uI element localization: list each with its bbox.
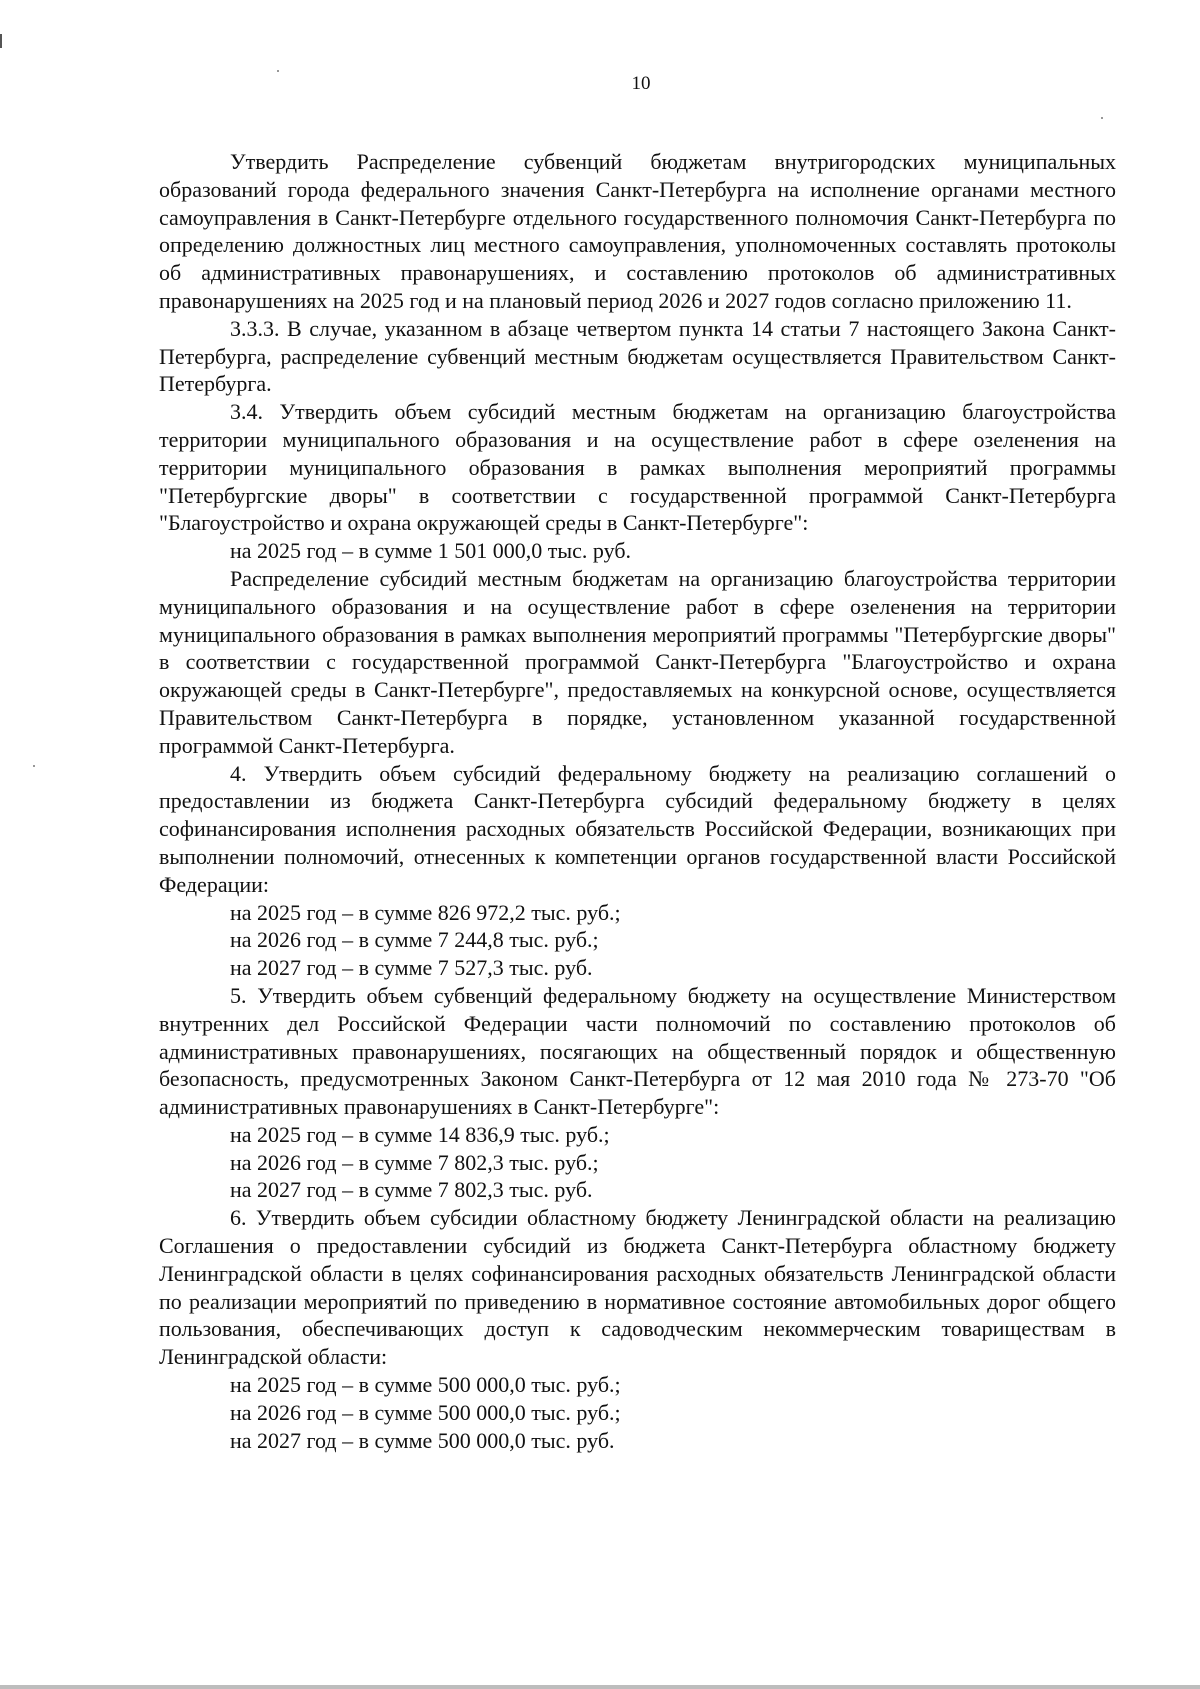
- page-number: 10: [631, 73, 651, 94]
- amount-line: на 2027 год – в сумме 7 802,3 тыс. руб.: [230, 1177, 593, 1203]
- amount-line: на 2027 год – в сумме 500 000,0 тыс. руб.: [230, 1427, 615, 1453]
- paragraph-5: 5. Утвердить объем субвенций федеральному бюджету на осуществление Министерством внутренних дел Российской Федерации части полномочий по составлению протоколов об административных правонарушениях, посягающих на общественный порядок и общественную безопасность, предусмотренных Законом Санкт-Петербурга от 12 мая 2010 года № 273-70 "Об административных правонарушениях в Санкт-Петербурге":: [159, 982, 1116, 1120]
- scan-speck: [1101, 117, 1103, 119]
- paragraph-distribution-subventions: Утвердить Распределение субвенций бюджетам внутригородских муниципальных образований города федерального значения Санкт-Петербурга на исполнение органами местного самоуправления в Санкт-Петербурге отдельного государственного полномочия Санкт-Петербурга по определению должностных лиц местного самоуправления, уполномоченных составлять протоколы об административных правонарушениях, и составлению протоколов об административных правонарушениях на 2025 год и на плановый период 2026 и 2027 годов согласно приложению 11.: [159, 149, 1116, 313]
- scan-speck: [33, 765, 35, 767]
- amount-line: на 2027 год – в сумме 7 527,3 тыс. руб.: [230, 955, 593, 981]
- scan-bottom-edge: [0, 1685, 1200, 1689]
- scan-edge-mark: [0, 34, 2, 48]
- paragraph-3-3-3: 3.3.3. В случае, указанном в абзаце четвертом пункта 14 статьи 7 настоящего Закона Санкт-Петербурга, распределение субвенций местным бюджетам осуществляется Правительством Санкт-Петербурга.: [159, 315, 1116, 397]
- amount-line: на 2026 год – в сумме 7 244,8 тыс. руб.;: [230, 927, 599, 953]
- amount-line: на 2025 год – в сумме 14 836,9 тыс. руб.;: [230, 1121, 610, 1147]
- document-body: [159, 148, 1116, 1454]
- amount-line: на 2026 год – в сумме 7 802,3 тыс. руб.;: [230, 1149, 599, 1175]
- paragraph-6: 6. Утвердить объем субсидии областному бюджету Ленинградской области на реализацию Соглашения о предоставлении субсидий из бюджета Санкт-Петербурга областному бюджету Ленинградской области в целях софинансирования расходных обязательств Ленинградской области по реализации мероприятий по приведению в нормативное состояние автомобильных дорог общего пользования, обеспечивающих доступ к садоводческим некоммерческим товариществам в Ленинградской области:: [159, 1205, 1116, 1370]
- amount-line: на 2026 год – в сумме 500 000,0 тыс. руб.;: [230, 1399, 621, 1425]
- amount-line: на 2025 год – в сумме 1 501 000,0 тыс. руб.: [230, 538, 632, 564]
- paragraph-distribution-subsidies: Распределение субсидий местным бюджетам на организацию благоустройства территории муниципального образования и на осуществление работ в сфере озеленения на территории муниципального образования в рамках выполнения мероприятий программы "Петербургские дворы" в соответствии с государственной программой Санкт-Петербурга "Благоустройство и охрана окружающей среды в Санкт-Петербурге", предоставляемых на конкурсной основе, осуществляется Правительством Санкт-Петербурга в порядке, установленном указанной государственной программой Санкт-Петербурга.: [159, 565, 1116, 758]
- paragraph-4: 4. Утвердить объем субсидий федеральному бюджету на реализацию соглашений о предоставлении из бюджета Санкт-Петербурга субсидий федеральному бюджету в целях софинансирования исполнения расходных обязательств Российской Федерации, возникающих при выполнении полномочий, отнесенных к компетенции органов государственной власти Российской Федерации:: [159, 760, 1116, 897]
- paragraph-3-4: 3.4. Утвердить объем субсидий местным бюджетам на организацию благоустройства территории муниципального образования и на осуществление работ в сфере озеленения на территории муниципального образования в рамках выполнения мероприятий программы "Петербургские дворы" в соответствии с государственной программой Санкт-Петербурга "Благоустройство и охрана окружающей среды в Санкт-Петербурге":: [159, 399, 1116, 536]
- amount-line: на 2025 год – в сумме 500 000,0 тыс. руб.;: [230, 1372, 621, 1398]
- amount-line: на 2025 год – в сумме 826 972,2 тыс. руб.;: [230, 899, 621, 925]
